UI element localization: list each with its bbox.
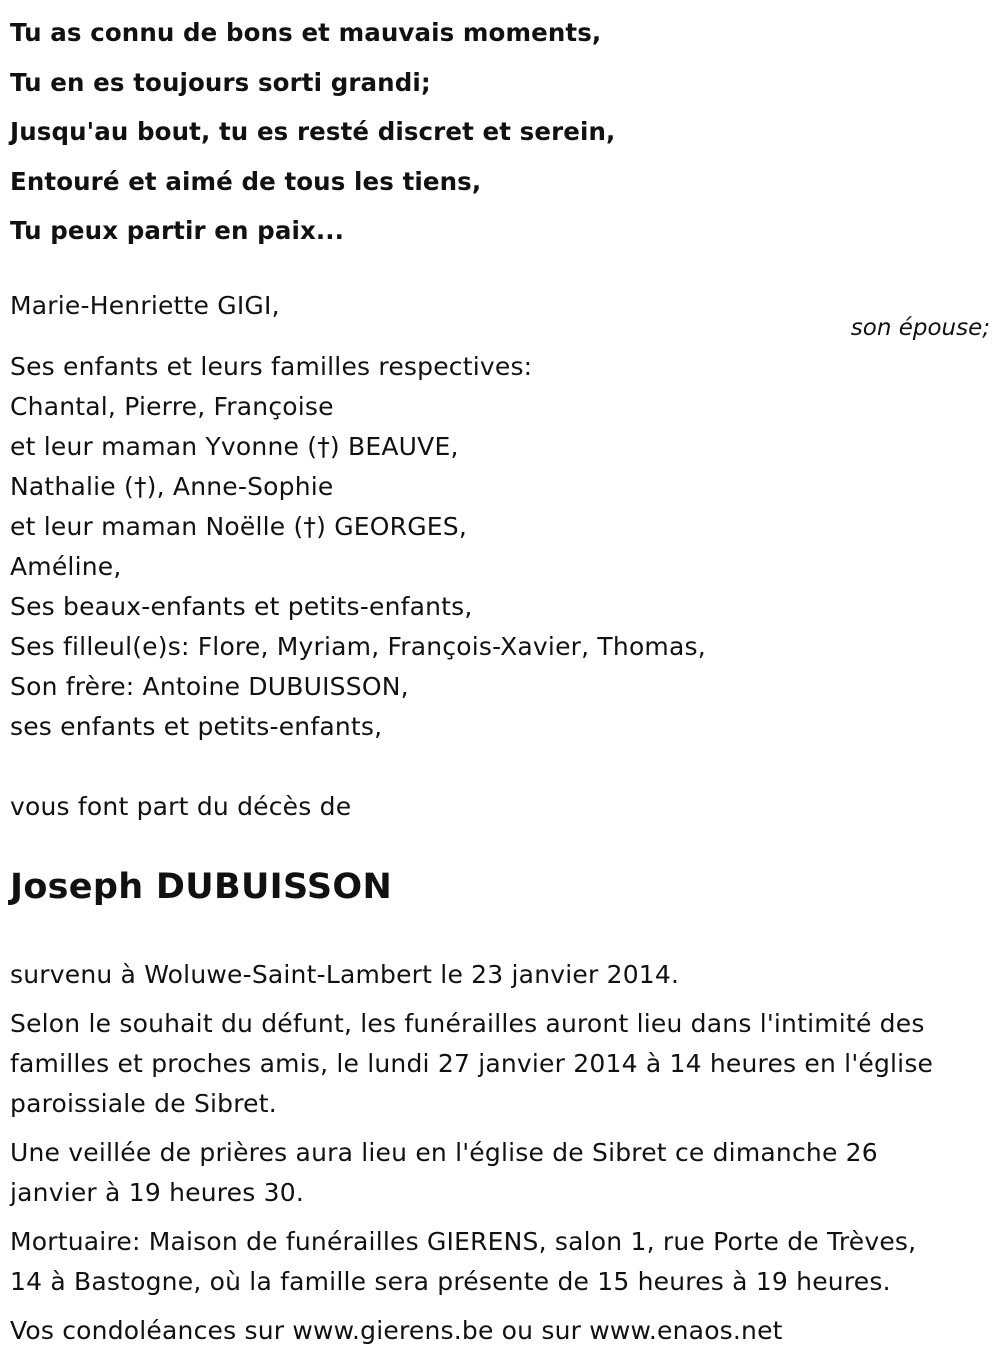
- poem-line: Tu peux partir en paix...: [10, 216, 345, 245]
- paragraph-line: paroissiale de Sibret.: [10, 1089, 277, 1118]
- family-line: et leur maman Noëlle (†) GEORGES,: [10, 512, 468, 541]
- condolences-paragraph: [10, 1311, 990, 1351]
- spouse-role: son épouse;: [850, 315, 990, 341]
- poem: [10, 8, 990, 256]
- poem-line: Jusqu'au bout, tu es resté discret et serein,: [10, 117, 616, 146]
- paragraph-line: Mortuaire: Maison de funérailles GIERENS, salon 1, rue Porte de Trèves,: [10, 1227, 917, 1256]
- announcement-text: vous font part du décès de: [10, 792, 352, 821]
- mortuary-paragraph: [10, 1222, 990, 1302]
- family-line: Son frère: Antoine DUBUISSON,: [10, 672, 409, 701]
- family-line: Chantal, Pierre, Françoise: [10, 392, 334, 421]
- paragraph-line: 14 à Bastogne, où la famille sera présente de 15 heures à 19 heures.: [10, 1267, 891, 1296]
- spouse-name: Marie-Henriette GIGI,: [10, 291, 280, 320]
- paragraph-line: Selon le souhait du défunt, les funérailles auront lieu dans l'intimité des: [10, 1009, 925, 1038]
- family-line: ses enfants et petits-enfants,: [10, 712, 383, 741]
- paragraph-line: familles et proches amis, le lundi 27 janvier 2014 à 14 heures en l'église: [10, 1049, 934, 1078]
- paragraph-line: Une veillée de prières aura lieu en l'église de Sibret ce dimanche 26: [10, 1138, 878, 1167]
- family-line: Ses filleul(e)s: Flore, Myriam, François-Xavier, Thomas,: [10, 632, 706, 661]
- vigil-paragraph: [10, 1133, 990, 1213]
- poem-line: Tu en es toujours sorti grandi;: [10, 67, 431, 97]
- funeral-details: [10, 955, 990, 1360]
- paragraph-line: janvier à 19 heures 30.: [10, 1178, 304, 1207]
- family-line: Ses enfants et leurs familles respectives:: [10, 352, 533, 381]
- death-paragraph: [10, 955, 990, 995]
- family-line: Nathalie (†), Anne-Sophie: [10, 472, 334, 501]
- poem-line: Tu as connu de bons et mauvais moments,: [10, 18, 602, 47]
- paragraph-line: Vos condoléances sur www.gierens.be ou sur www.enaos.net: [10, 1316, 783, 1345]
- family-line: et leur maman Yvonne (†) BEAUVE,: [10, 432, 459, 461]
- family-line: Ses beaux-enfants et petits-enfants,: [10, 592, 473, 621]
- funeral-paragraph: [10, 1004, 990, 1124]
- obituary-page: [10, 0, 990, 1368]
- deceased-name: Joseph DUBUISSON: [10, 867, 393, 907]
- poem-line: Entouré et aimé de tous les tiens,: [10, 166, 482, 196]
- family-list: [10, 347, 990, 747]
- family-line: Améline,: [10, 552, 122, 581]
- paragraph-line: survenu à Woluwe-Saint-Lambert le 23 janvier 2014.: [10, 960, 680, 989]
